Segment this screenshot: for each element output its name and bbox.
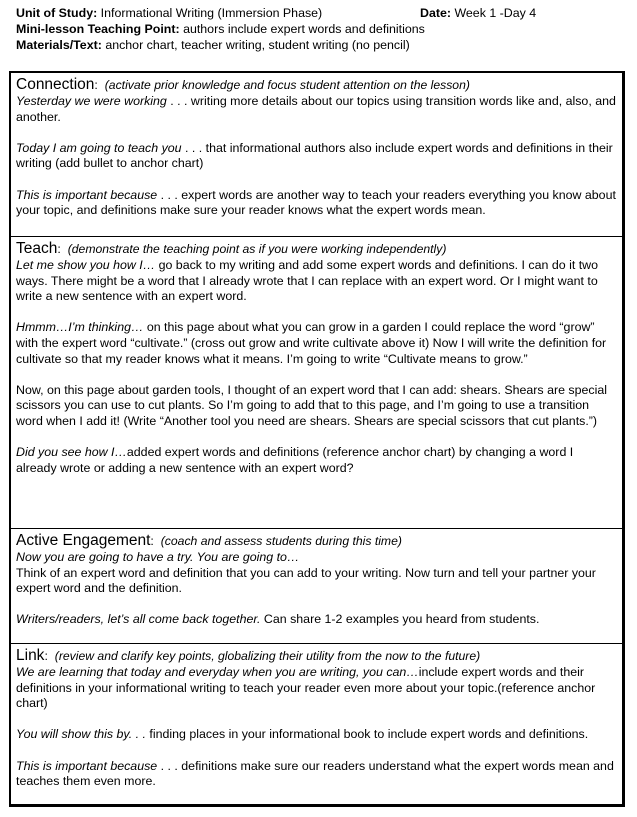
connection-paragraph: Yesterday we were working . . . writing more details about our topics using transition words like and, also, and another.	[16, 94, 616, 124]
teach-paragraph: Let me show you how I… go back to my writing and add some expert words and definitions. I can do it two ways. There might be a word that I already wrote that I can replace with an expert word. Or I might want to write a new sentence with an expert word.	[16, 258, 598, 304]
link-title: Link	[16, 647, 45, 664]
connection-title: Connection	[16, 76, 95, 93]
teach-heading: Teach: (demonstrate the teaching point as if you were working independently)	[16, 240, 447, 257]
link-heading: Link: (review and clarify key points, globalizing their utility from the now to the future)	[16, 647, 481, 664]
link-description: (review and clarify key points, globalizing their utility from the now to the future)	[54, 649, 481, 663]
link-paragraph: This is important because . . . definitions make sure our readers understand what the expert words mean and teaches them even more.	[16, 758, 614, 789]
materials-line	[16, 38, 628, 54]
date-field	[420, 6, 536, 22]
teach-paragraph: Now, on this page about garden tools, I thought of an expert word that I can add: shears. Shears are special scissors you can use to cut plants. So I’m going to add that to this page, and I’m going to use a transition word when I add it! (Write “Another tool you need are shears. Shears are special scissors that cut plants.”)	[16, 382, 607, 428]
teach-description: (demonstrate the teaching point as if you were working independently)	[67, 242, 447, 256]
link-paragraph: We are learning that today and everyday when you are writing, you can…include expert words and their definitions in your informational writing to teach your reader even more about your topic.(reference anchor chart)	[16, 665, 596, 711]
teach-paragraph: Did you see how I…added expert words and definitions (reference anchor chart) by changing a word I already wrote or adding a new sentence with an expert word?	[16, 445, 574, 475]
lesson-table	[9, 71, 625, 807]
date-value: Week 1 -Day 4	[454, 6, 537, 20]
unit-label: Unit of Study:	[16, 6, 98, 20]
connection-paragraph: This is important because . . . expert words are another way to teach your readers everything you know about your topic, and definitions make sure your reader knows what the expert words mean.	[16, 187, 616, 218]
teach-paragraph: Hmmm…I’m thinking… on this page about what you can grow in a garden I could replace the word “grow” with the expert word “cultivate.” (cross out grow and write cultivate above it) Now I will write the definition for cultivate so that my reader knows what it means. I’m going to write “Cultivate means to grow.”	[16, 320, 607, 366]
materials-value: anchor chart, teacher writing, student writing (no pencil)	[105, 38, 410, 52]
date-label: Date:	[420, 6, 451, 20]
link-section	[11, 643, 622, 806]
teaching-point-line	[16, 22, 628, 38]
active-engagement-paragraph: Now you are going to have a try. You are going to… Think of an expert word and definition that you can add to your writing. Now turn and tell your partner your expert word and the definition.	[16, 550, 596, 596]
active-engagement-paragraph: Writers/readers, let’s all come back together. Can share 1-2 examples you heard from students.	[16, 612, 540, 627]
active-engagement-heading: Active Engagement: (coach and assess students during this time)	[16, 532, 402, 549]
unit-value: Informational Writing (Immersion Phase)	[100, 6, 323, 20]
materials-label: Materials/Text:	[16, 38, 102, 52]
link-paragraph: You will show this by. . . finding places in your informational book to include expert words and definitions.	[16, 727, 589, 742]
teach-title: Teach	[16, 240, 58, 257]
teaching-point-value: authors include expert words and definitions	[183, 22, 425, 36]
unit-line	[16, 6, 628, 22]
teaching-point-label: Mini-lesson Teaching Point:	[16, 22, 180, 36]
active-engagement-title: Active Engagement	[16, 532, 151, 549]
connection-description: (activate prior knowledge and focus student attention on the lesson)	[104, 78, 470, 92]
active-engagement-description: (coach and assess students during this time)	[160, 534, 402, 548]
teach-section	[11, 236, 622, 528]
connection-section	[11, 73, 622, 236]
lesson-header	[16, 6, 628, 54]
connection-heading: Connection: (activate prior knowledge and focus student attention on the lesson)	[16, 76, 470, 93]
active-engagement-section	[11, 528, 622, 643]
connection-paragraph: Today I am going to teach you . . . that informational authors also include expert words and definitions in their writing (add bullet to anchor chart)	[16, 140, 613, 171]
